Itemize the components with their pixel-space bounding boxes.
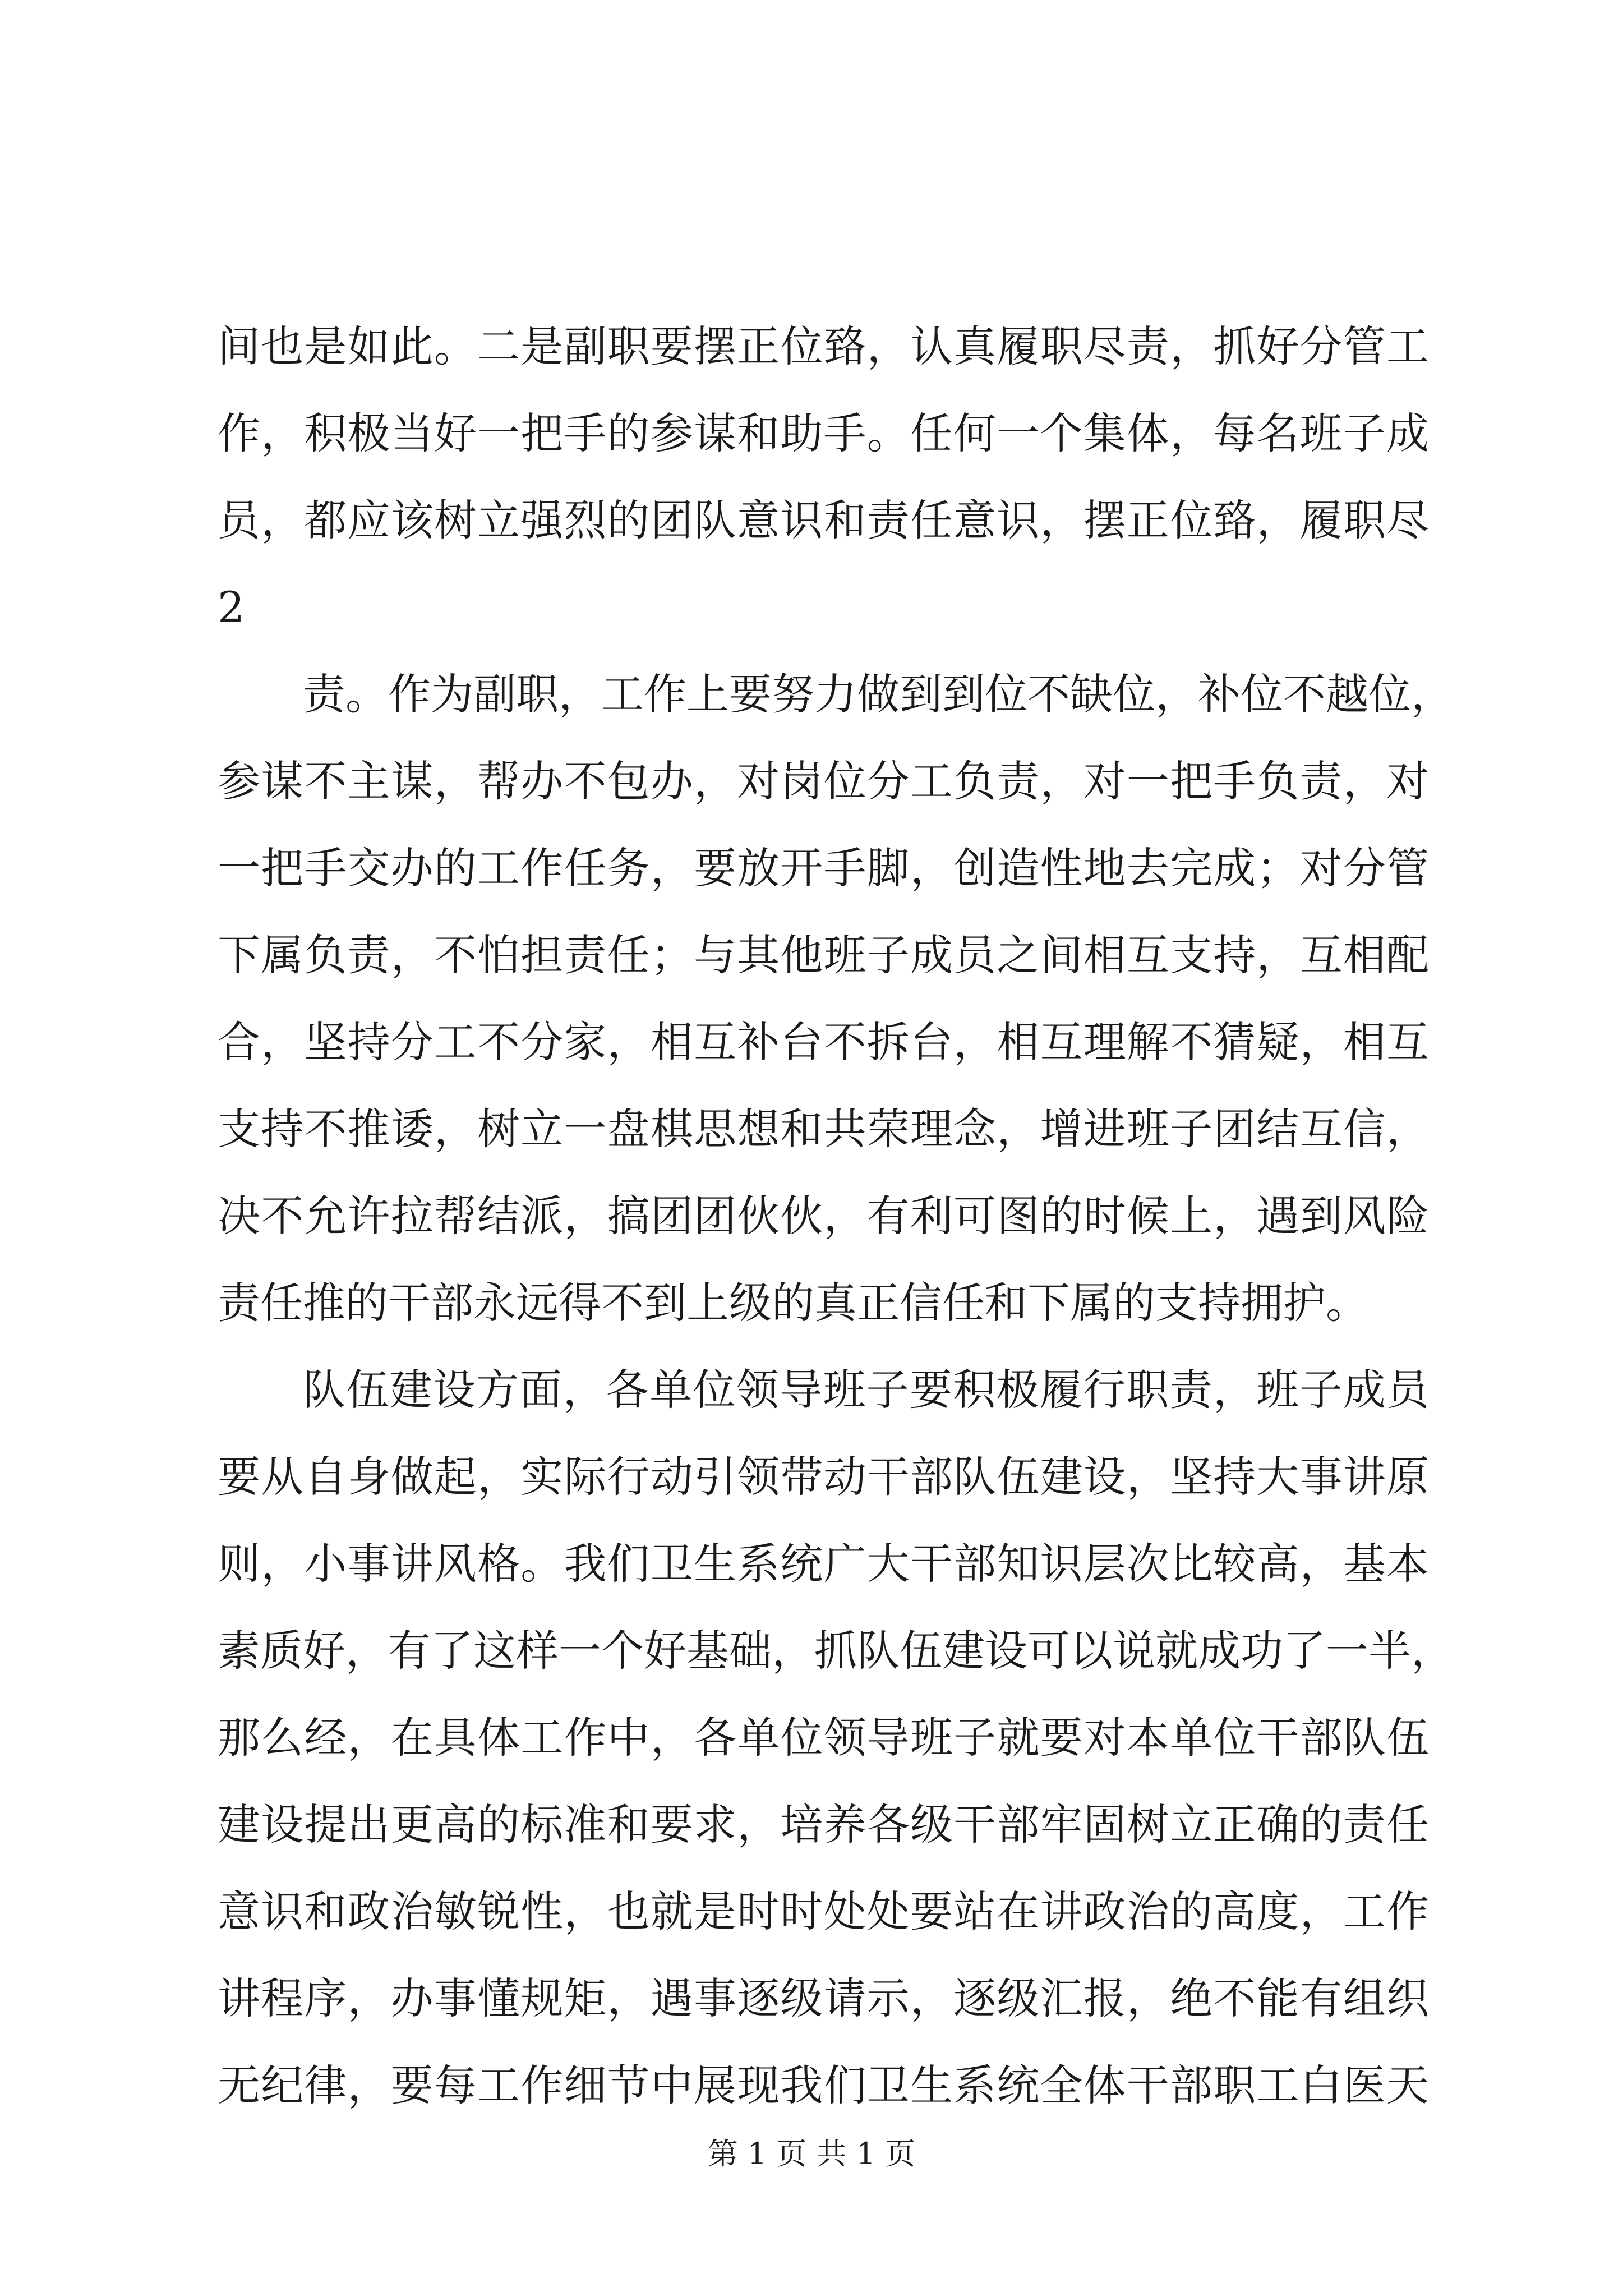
text-line: 合，坚持分工不分家，相互补台不拆台，相互理解不猜疑，相互 — [218, 1017, 1429, 1067]
document-body — [218, 303, 1454, 2129]
text-line: 参谋不主谋，帮办不包办，对岗位分工负责，对一把手负责，对 — [218, 756, 1429, 806]
text-line: 支持不推诿，树立一盘棋思想和共荣理念，增进班子团结互信， — [218, 1104, 1429, 1154]
text-line: 队伍建设方面，各单位领导班子要积极履行职责，班子成员 — [303, 1365, 1429, 1415]
text-line: 作，积极当好一把手的参谋和助手。任何一个集体，每名班子成 — [218, 408, 1429, 458]
text-line: 责。作为副职，工作上要努力做到到位不缺位，补位不越位， — [303, 669, 1454, 719]
text-line: 间也是如此。二是副职要摆正位臵，认真履职尽责，抓好分管工 — [218, 321, 1429, 371]
page-footer: 第 1 页 共 1 页 — [707, 2136, 916, 2171]
text-line: 那么经，在具体工作中，各单位领导班子就要对本单位干部队伍 — [218, 1713, 1429, 1763]
text-line: 一把手交办的工作任务，要放开手脚，创造性地去完成；对分管 — [218, 843, 1429, 893]
text-line: 决不允许拉帮结派，搞团团伙伙，有利可图的时候上，遇到风险 — [218, 1191, 1429, 1241]
text-line: 下属负责，不怕担责任；与其他班子成员之间相互支持，互相配 — [218, 930, 1429, 980]
page-number-inline: 2 — [218, 582, 245, 632]
text-line: 讲程序，办事懂规矩，遇事逐级请示，逐级汇报，绝不能有组织 — [218, 1973, 1429, 2023]
text-line: 要从自身做起，实际行动引领带动干部队伍建设，坚持大事讲原 — [218, 1452, 1429, 1502]
text-line: 则，小事讲风格。我们卫生系统广大干部知识层次比较高，基本 — [218, 1539, 1429, 1589]
text-line: 意识和政治敏锐性，也就是时时处处要站在讲政治的高度，工作 — [218, 1887, 1429, 1936]
text-line: 责任推的干部永远得不到上级的真正信任和下属的支持拥护。 — [218, 1278, 1368, 1328]
text-line: 建设提出更高的标准和要求，培养各级干部牢固树立正确的责任 — [218, 1800, 1429, 1849]
text-line: 无纪律，要每工作细节中展现我们卫生系统全体干部职工白医天 — [218, 2060, 1429, 2110]
text-line: 员，都应该树立强烈的团队意识和责任意识，摆正位臵，履职尽 — [218, 495, 1429, 545]
text-line: 素质好，有了这样一个好基础，抓队伍建设可以说就成功了一半， — [218, 1626, 1454, 1676]
